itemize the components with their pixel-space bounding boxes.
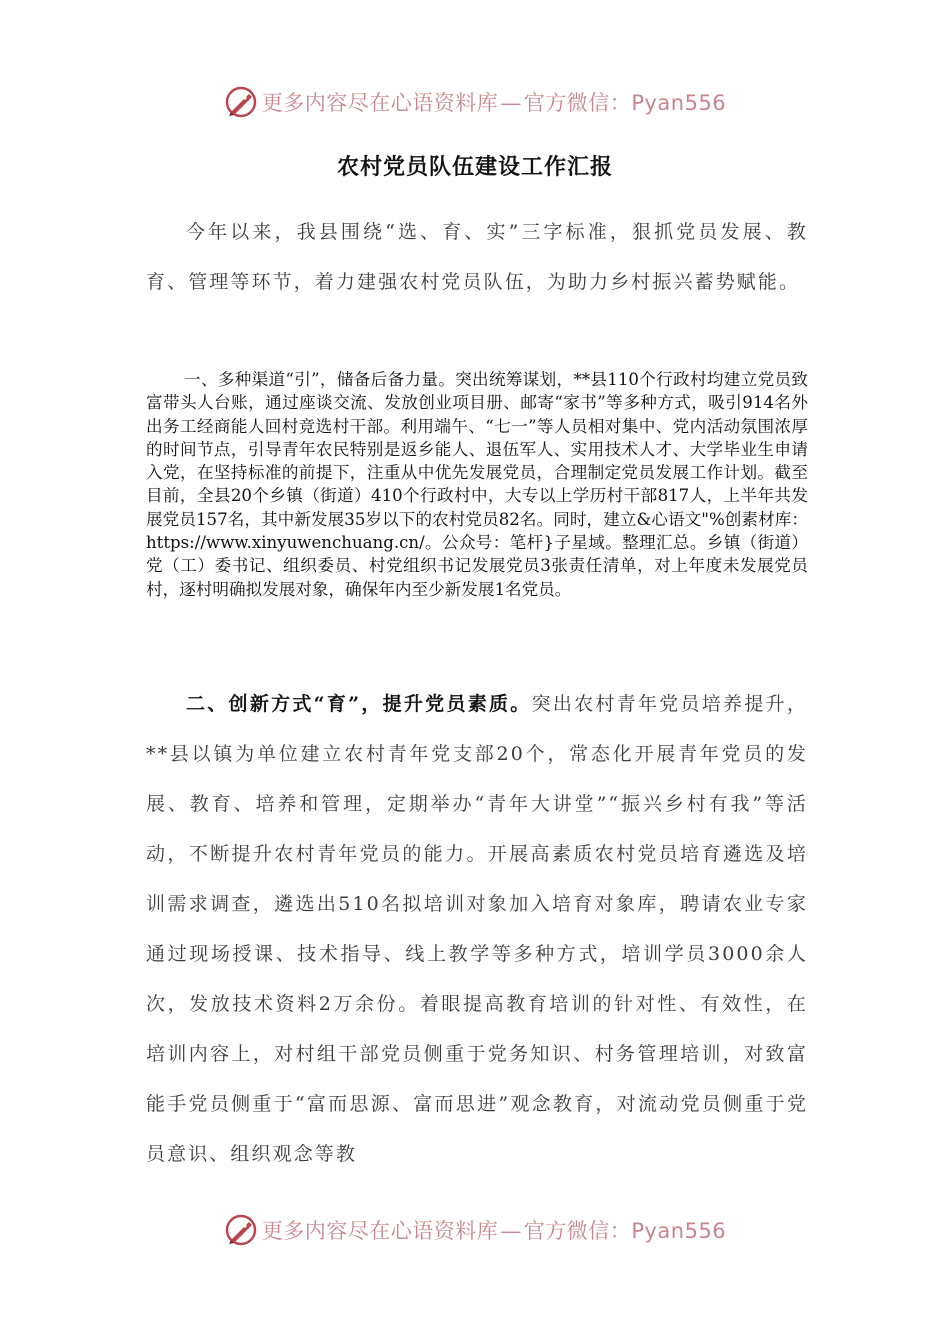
pen-circle-logo-icon — [224, 85, 258, 119]
banner-slogan: 更多内容尽在心语资料库 — [261, 91, 499, 115]
banner-slogan: 更多内容尽在心语资料库 — [261, 1219, 499, 1243]
footer-watermark-banner — [0, 1208, 950, 1252]
header-watermark-banner — [0, 80, 950, 124]
banner-separator: — — [500, 91, 522, 115]
intro-paragraph: 今年以来，我县围绕“选、育、实”三字标准，狠抓党员发展、教育、管理等环节，着力建强农村党员队伍，为助力乡村振兴蓄势赋能。 — [146, 221, 808, 293]
section2-paragraph — [146, 679, 808, 1179]
banner-text-group — [262, 1215, 726, 1245]
banner-text-group — [262, 87, 726, 117]
banner-contact-label: 官方微信： — [523, 1219, 632, 1243]
section2-heading: 二、创新方式“育”，提升党员素质。 — [186, 693, 532, 715]
section2-body: 突出农村青年党员培养提升，**县以镇为单位建立农村青年党支部20个，常态化开展青年党员的发展、教育、培养和管理，定期举办“青年大讲堂”“振兴乡村有我”等活动，不断提升农村青年党员的能力。开展高素质农村党员培育遴选及培训需求调查，遴选出510名拟培训对象加入培育对象库，聘请农业专家通过现场授课、技术指导、线上教学等多种方式，培训学员3000余人次，发放技术资料2万余份。着眼提高教育培训的针对性、有效性，在培训内容上，对村组干部党员侧重于党务知识、村务管理培训，对致富能手党员侧重于“富而思源、富而思进”观念教育，对流动党员侧重于党员意识、组织观念等教 — [146, 693, 808, 1165]
pen-circle-logo-icon — [224, 1213, 258, 1247]
banner-separator: — — [500, 1219, 522, 1243]
banner-contact-id: Pyan556 — [631, 1219, 727, 1243]
banner-contact-label: 官方微信： — [523, 91, 632, 115]
section1-paragraph: 一、多种渠道“引”，储备后备力量。突出统筹谋划，**县110个行政村均建立党员致富带头人台账，通过座谈交流、发放创业项目册、邮寄“家书”等多种方式，吸引914名外出务工经商能人回村竞选村干部。利用端午、“七一”等人员相对集中、党内活动氛围浓厚的时间节点，引导青年农民特别是返乡能人、退伍军人、实用技术人才、大学毕业生申请入党，在坚持标准的前提下，注重从中优先发展党员，合理制定党员发展工作计划。截至目前，全县20个乡镇（街道）410个行政村中，大专以上学历村干部817人，上半年共发展党员157名，其中新发展35岁以下的农村党员82名。同时，建立&心语文"%创素材库：https://www.xinyuwenchuang.cn/。公众号：笔杆}子星域。整理汇总。乡镇（街道）党（工）委书记、组织委员、村党组织书记发展党员3张责任清单，对上年度未发展党员村，逐村明确拟发展对象，确保年内至少新发展1名党员。 — [146, 370, 808, 599]
banner-contact-id: Pyan556 — [631, 91, 727, 115]
document-title: 农村党员队伍建设工作汇报 — [336, 154, 613, 180]
